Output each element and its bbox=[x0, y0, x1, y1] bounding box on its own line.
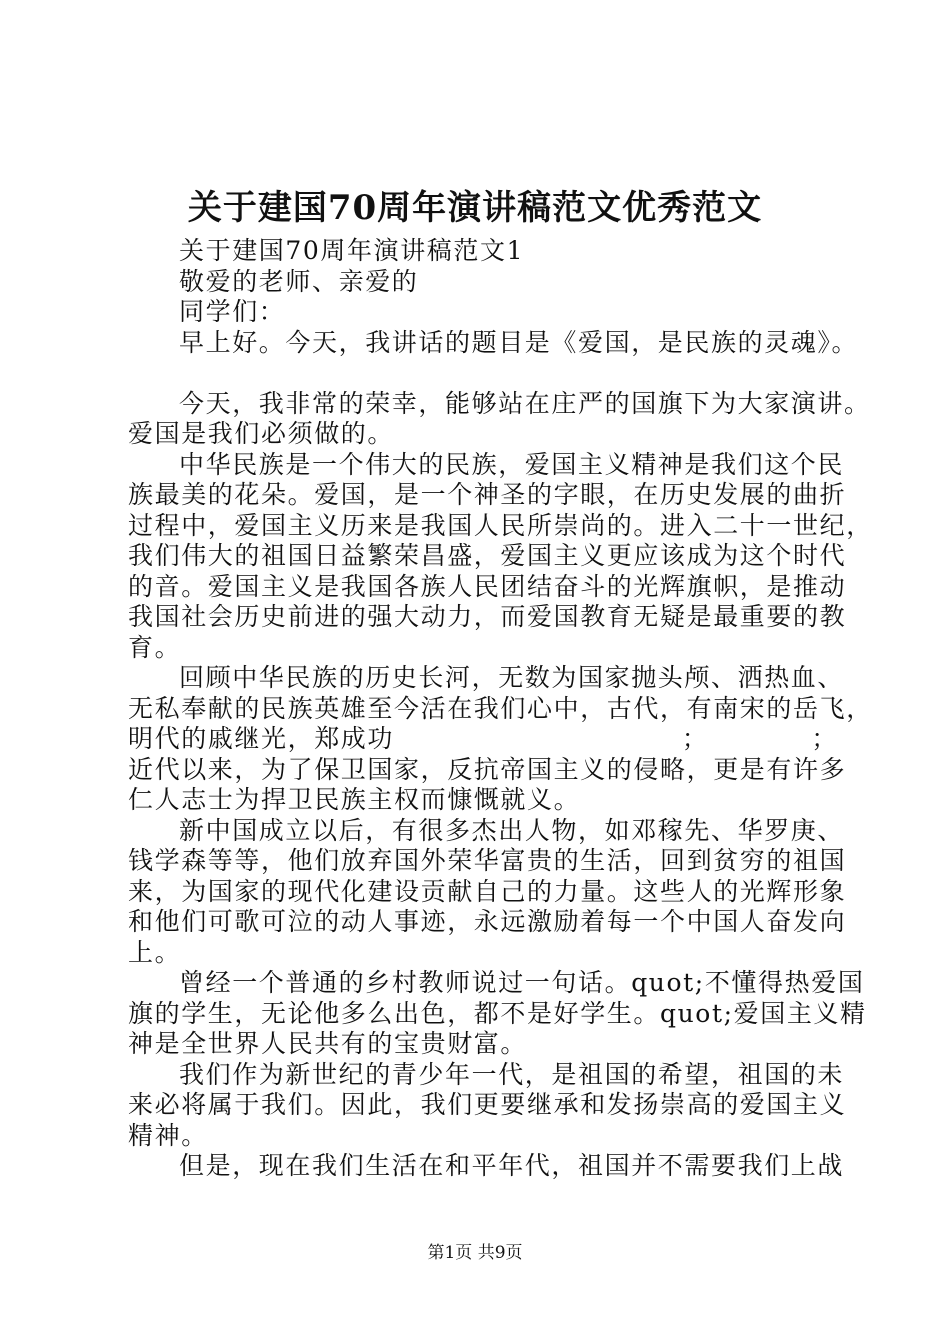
paragraph-line: 曾经一个普通的乡村教师说过一句话。quot;不懂得热爱国 bbox=[179, 968, 865, 997]
paragraph-line: 和他们可歌可泣的动人事迹，永远激励着每一个中国人奋发向 bbox=[128, 907, 847, 936]
paragraph-line: 精神。 bbox=[128, 1120, 208, 1150]
paragraph-line: 爱国是我们必须做的。 bbox=[128, 419, 395, 448]
document-title: 关于建国70周年演讲稿范文优秀范文 bbox=[187, 188, 763, 228]
paragraph-line: 钱学森等等，他们放弃国外荣华富贵的生活，回到贫穷的祖国 bbox=[128, 846, 847, 875]
paragraph-line: 早上好。今天，我讲话的题目是《爱国，是民族的灵魂》。 bbox=[179, 327, 859, 357]
paragraph-line: 来必将属于我们。因此，我们更要继承和发扬崇高的爱国主义 bbox=[128, 1090, 847, 1119]
paragraph-line: 来，为国家的现代化建设贡献自己的力量。这些人的光辉形象 bbox=[128, 876, 847, 906]
paragraph-line: 我们伟大的祖国日益繁荣昌盛，爱国主义更应该成为这个时代 bbox=[128, 541, 847, 570]
page-number-footer: 第1页 共9页 bbox=[427, 1243, 523, 1263]
paragraph-line: 同学们： bbox=[179, 297, 286, 326]
paragraph-line: 仁人志士为捍卫民族主权而慷慨就义。 bbox=[128, 785, 581, 814]
paragraph-line: 过程中，爱国主义历来是我国人民所崇尚的。进入二十一世纪， bbox=[128, 510, 873, 540]
paragraph-line: 近代以来，为了保卫国家，反抗帝国主义的侵略，更是有许多 bbox=[128, 754, 847, 784]
paragraph-line: 神是全世界人民共有的宝贵财富。 bbox=[128, 1029, 528, 1058]
line-segment: ； bbox=[811, 724, 838, 753]
paragraph-line: 中华民族是一个伟大的民族，爱国主义精神是我们这个民 bbox=[179, 449, 845, 479]
paragraph-line: 今天，我非常的荣幸，能够站在庄严的国旗下为大家演讲。 bbox=[179, 388, 871, 418]
line-segment: ； bbox=[681, 724, 709, 753]
line-segment: 明代的戚继光，郑成功 bbox=[128, 724, 395, 753]
paragraph-line: 上。 bbox=[128, 937, 182, 967]
paragraph-line: 的音。爱国主义是我国各族人民团结奋斗的光辉旗帜，是推动 bbox=[128, 571, 847, 601]
blank-line bbox=[128, 358, 838, 389]
document-body bbox=[128, 236, 873, 1182]
paragraph-line: 无私奉献的民族英雄至今活在我们心中，古代，有南宋的岳飞， bbox=[128, 693, 873, 723]
paragraph-line: 但是，现在我们生活在和平年代，祖国并不需要我们上战 bbox=[179, 1151, 845, 1180]
paragraph-line: 回顾中华民族的历史长河，无数为国家抛头颅、洒热血、 bbox=[179, 663, 845, 692]
paragraph-line: 我们作为新世纪的青少年一代，是祖国的希望，祖国的未 bbox=[179, 1059, 845, 1089]
paragraph-line: 旗的学生，无论他多么出色，都不是好学生。quot;爱国主义精 bbox=[128, 998, 867, 1028]
paragraph-line: 育。 bbox=[128, 632, 182, 662]
paragraph-line: 我国社会历史前进的强大动力，而爱国教育无疑是最重要的教 bbox=[128, 602, 847, 631]
paragraph-line: 敬爱的老师、亲爱的 bbox=[179, 266, 419, 296]
paragraph-line: 新中国成立以后，有很多杰出人物，如邓稼先、华罗庚、 bbox=[179, 815, 845, 845]
paragraph-line: 关于建国70周年演讲稿范文1 bbox=[179, 236, 525, 265]
paragraph-line-spaced bbox=[128, 724, 838, 755]
paragraph-line: 族最美的花朵。爱国，是一个神圣的字眼，在历史发展的曲折 bbox=[128, 480, 847, 509]
